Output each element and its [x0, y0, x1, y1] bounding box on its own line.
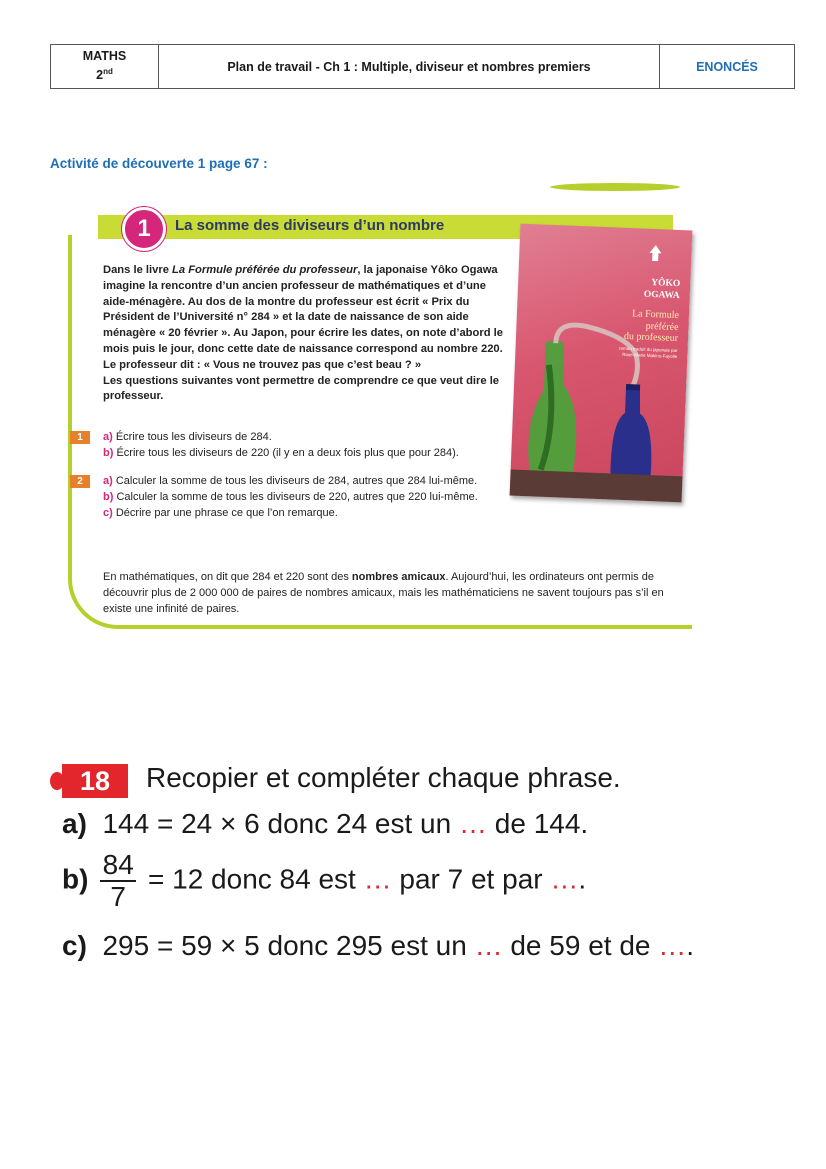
- fraction-84-over-7: [100, 850, 136, 912]
- q2b-text: Calculer la somme de tous les diviseurs de 220, autres que 220 lui-même.: [116, 491, 478, 503]
- subject-cell: [51, 45, 159, 88]
- question-1-tag: 1: [70, 431, 90, 444]
- item-c-end: .: [686, 930, 695, 961]
- item-b-mid: par 7 et par: [391, 863, 551, 895]
- exercise-item-b: [62, 850, 586, 912]
- question-1a: [103, 429, 503, 445]
- activity-number-badge: 1: [122, 207, 166, 251]
- header-table: [50, 44, 795, 89]
- plan-title: Plan de travail - Ch 1 : Multiple, diviseur et nombres premiers: [159, 45, 660, 88]
- fraction-numerator: 84: [102, 849, 134, 880]
- cover-author: [644, 277, 681, 302]
- item-a-end: de 144.: [486, 808, 589, 839]
- item-b-equation: = 12 donc 84 est: [148, 863, 364, 895]
- q2b-label: b): [103, 491, 114, 503]
- cover-title-3: du professeur: [623, 330, 679, 345]
- item-a-equation: 144 = 24 × 6 donc 24 est un: [102, 808, 459, 839]
- question-2-tag: 2: [70, 475, 90, 488]
- decor-green-arc: [550, 183, 680, 191]
- exercise-item-c: [62, 930, 694, 962]
- final-text-1: En mathématiques, on dit que 284 et 220 sont des: [103, 571, 352, 583]
- intro-text-3: Le professeur dit : « Vous ne trouvez pas que c’est beau ? »: [103, 358, 422, 371]
- level-sup: nd: [103, 67, 113, 77]
- q1a-text: Écrire tous les diviseurs de 284.: [115, 431, 272, 443]
- intro-text-2: , la japonaise Yôko Ogawa imagine la rencontre d’un ancien professeur de mathématiques et d’une aide-ménagère. Au dos de la montre du professeur est écrit « Prix du Président de l’Université n° 284 » et la date de naissance de son aide ménagère « 20 février ». Au Japon, pour écrire les dates, on note d’abord le mois puis le jour, donc cette date de naissance correspond au nombre 220.: [103, 264, 503, 355]
- section-label: ENONCÉS: [696, 59, 758, 74]
- item-c-mid: de 59 et de: [502, 930, 659, 961]
- q2a-text: Calculer la somme de tous les diviseurs de 284, autres que 284 lui-même.: [115, 475, 478, 487]
- question-1b: [103, 445, 503, 461]
- blue-bottle: [610, 388, 654, 480]
- intro-text-4: Les questions suivantes vont permettre de comprendre ce que veut dire le professeur.: [103, 374, 500, 403]
- exercise-number-badge: 18: [62, 764, 128, 798]
- item-b-blank-1: …: [363, 863, 392, 895]
- activity-title: La somme des diviseurs d’un nombre: [175, 217, 445, 234]
- item-b-label: b): [62, 863, 89, 895]
- exercise-item-a: [62, 808, 588, 840]
- activity-intro: [103, 263, 508, 405]
- book-cover-image: [510, 224, 693, 503]
- bottles-illustration: [510, 224, 693, 503]
- intro-text-1: Dans le livre: [103, 264, 173, 276]
- item-a-blank: …: [458, 808, 487, 839]
- activity-conclusion: [103, 569, 683, 617]
- q1a-label: a): [103, 431, 113, 443]
- item-c-blank-1: …: [474, 930, 503, 961]
- item-c-equation: 295 = 59 × 5 donc 295 est un: [102, 930, 475, 961]
- question-2b: [103, 489, 493, 505]
- q2c-text: Décrire par une phrase ce que l’on remarque.: [115, 507, 338, 519]
- question-2c: [103, 505, 493, 521]
- q1b-label: b): [103, 447, 114, 459]
- item-b-blank-2: …: [550, 863, 579, 895]
- publisher-logo-icon: [649, 245, 662, 261]
- level-label: [96, 64, 113, 83]
- cover-title: [624, 308, 679, 345]
- cover-translation-note: roman traduit du japonais par Rose-Marie Makino-Fayolle: [618, 345, 678, 360]
- cover-author-2: OGAWA: [643, 289, 680, 302]
- q1b-text: Écrire tous les diviseurs de 220 (il y en a deux fois plus que pour 284).: [116, 447, 459, 459]
- question-1: [77, 429, 503, 461]
- item-b-end: .: [578, 863, 587, 895]
- exercise-instruction: Recopier et compléter chaque phrase.: [146, 762, 621, 793]
- blue-bottle-cap: [626, 384, 640, 391]
- cover-author-1: YÔKO: [651, 277, 681, 290]
- fraction-denominator: 7: [110, 881, 126, 912]
- cover-title-2: préférée: [645, 320, 679, 333]
- textbook-activity: [60, 185, 700, 635]
- item-a-label: a): [62, 808, 87, 839]
- question-2: [77, 473, 493, 521]
- level-base: 2: [96, 68, 104, 83]
- cover-title-1: La Formule: [631, 308, 680, 322]
- final-bold: nombres amicaux: [351, 571, 446, 583]
- subject-label: MATHS: [82, 49, 127, 64]
- final-text-2: . Aujourd’hui, les ordinateurs ont permis de découvrir plus de 2 000 000 de paires de nombres amicaux, mais les mathématiciens ne savent toujours pas s’il en existe une infinité de paires.: [103, 571, 664, 615]
- intro-book-title: La Formule préférée du professeur: [172, 264, 358, 276]
- q2a-label: a): [103, 475, 113, 487]
- q2c-label: c): [103, 507, 113, 519]
- item-c-blank-2: …: [658, 930, 687, 961]
- item-c-label: c): [62, 930, 87, 961]
- activity-heading: Activité de découverte 1 page 67 :: [50, 156, 268, 171]
- question-2a: [103, 473, 493, 489]
